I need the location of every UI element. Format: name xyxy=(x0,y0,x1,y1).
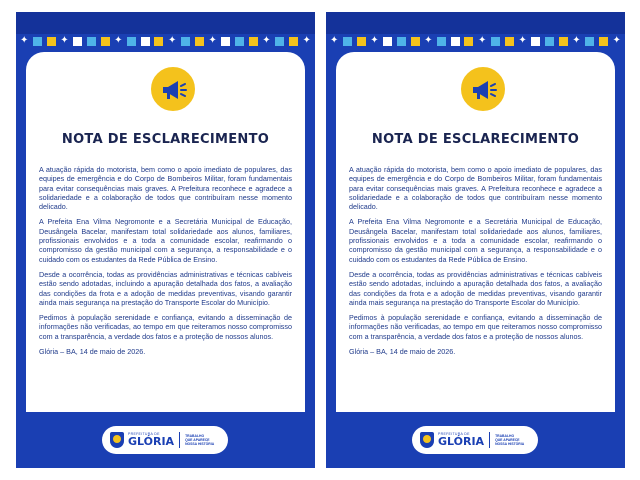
logo-divider xyxy=(489,432,490,448)
notice-panel-right xyxy=(326,12,625,468)
logo-big-text: GLÓRIA xyxy=(128,435,175,449)
logo-small-text: PREFEITURA DE xyxy=(128,431,160,436)
slogan-line: QUE APARECE xyxy=(495,438,520,442)
slogan-line: QUE APARECE xyxy=(185,438,210,442)
notice-body xyxy=(349,165,602,362)
city-crest-icon xyxy=(420,432,434,448)
notice-body xyxy=(39,165,292,362)
city-crest-icon xyxy=(110,432,124,448)
footer-band xyxy=(16,412,315,468)
megaphone-icon xyxy=(148,64,198,114)
signature-line: Glória – BA, 14 de maio de 2026. xyxy=(39,347,146,357)
city-logo xyxy=(412,426,538,454)
logo-slogan xyxy=(185,434,214,446)
city-logo xyxy=(102,426,228,454)
slogan-line: NOSSA HISTÓRIA xyxy=(495,442,525,446)
logo-slogan xyxy=(495,434,524,446)
paragraph: Pedimos à população serenidade e confiança, evitando a disseminação de informações não verificadas, ao tempo em que reiteramos nosso compromisso com a transparência, a verdade dos fatos e a proteção de nossos alunos. xyxy=(349,313,602,341)
signature-line: Glória – BA, 14 de maio de 2026. xyxy=(349,347,456,357)
decorative-border-top: ✦ ✦ ✦ ✦ ✦ ✦ ✦ xyxy=(330,35,621,46)
decorative-border-top: ✦ ✦ ✦ ✦ ✦ ✦ ✦ xyxy=(20,35,311,46)
slogan-line: NOSSA HISTÓRIA xyxy=(185,442,215,446)
slogan-line: TRABALHO xyxy=(185,434,205,438)
page-title: NOTA DE ESCLARECIMENTO xyxy=(371,132,580,147)
notice-card xyxy=(26,52,305,422)
megaphone-icon xyxy=(458,64,508,114)
paragraph: Desde a ocorrência, todas as providências administrativas e técnicas cabíveis estão sendo adotadas, incluindo a apuração detalhada dos fatos, a avaliação das condições da frota e a adoção de medidas preventivas, visando garantir ainda mais segurança na prestação do Transporte Escolar do Município. xyxy=(349,269,602,307)
paragraph: A atuação rápida do motorista, bem como o apoio imediato de populares, das equipes de emergência e do Corpo de Bombeiros Militar, foram fundamentais para evitar consequências mais graves. A Prefeitura reconhece e agradece a solidariedade e a colaboração de todos que contribuíram nesse momento delicado. xyxy=(349,165,602,212)
page-title: NOTA DE ESCLARECIMENTO xyxy=(61,132,270,147)
notice-panel-left xyxy=(16,12,315,468)
logo-divider xyxy=(179,432,180,448)
slogan-line: TRABALHO xyxy=(495,434,515,438)
paragraph: Desde a ocorrência, todas as providências administrativas e técnicas cabíveis estão sendo adotadas, incluindo a apuração detalhada dos fatos, a avaliação das condições da frota e a adoção de medidas preventivas, visando garantir ainda mais segurança na prestação do Transporte Escolar do Município. xyxy=(39,269,292,307)
paragraph: Pedimos à população serenidade e confiança, evitando a disseminação de informações não verificadas, ao tempo em que reiteramos nosso compromisso com a transparência, a verdade dos fatos e a proteção de nossos alunos. xyxy=(39,313,292,341)
logo-small-text: PREFEITURA DE xyxy=(438,431,470,436)
paragraph: A Prefeita Ena Vilma Negromonte e a Secretária Municipal de Educação, Deusângela Bacelar, manifestam total solidariedade aos alunos, familiares, profissionais envolvidos e a toda a comunidade escolar, reafirmando o compromisso da gestão municipal com a segurança, a responsabilidade e o cuidado com os estudantes da Rede Pública de Ensino. xyxy=(39,217,292,264)
paragraph: A Prefeita Ena Vilma Negromonte e a Secretária Municipal de Educação, Deusângela Bacelar, manifestam total solidariedade aos alunos, familiares, profissionais envolvidos e a toda a comunidade escolar, reafirmando o compromisso da gestão municipal com a segurança, a responsabilidade e o cuidado com os estudantes da Rede Pública de Ensino. xyxy=(349,217,602,264)
notice-card xyxy=(336,52,615,422)
footer-band xyxy=(326,412,625,468)
paragraph: A atuação rápida do motorista, bem como o apoio imediato de populares, das equipes de emergência e do Corpo de Bombeiros Militar, foram fundamentais para evitar consequências mais graves. A Prefeitura reconhece e agradece a solidariedade e a colaboração de todos que contribuíram nesse momento delicado. xyxy=(39,165,292,212)
logo-big-text: GLÓRIA xyxy=(438,435,485,449)
